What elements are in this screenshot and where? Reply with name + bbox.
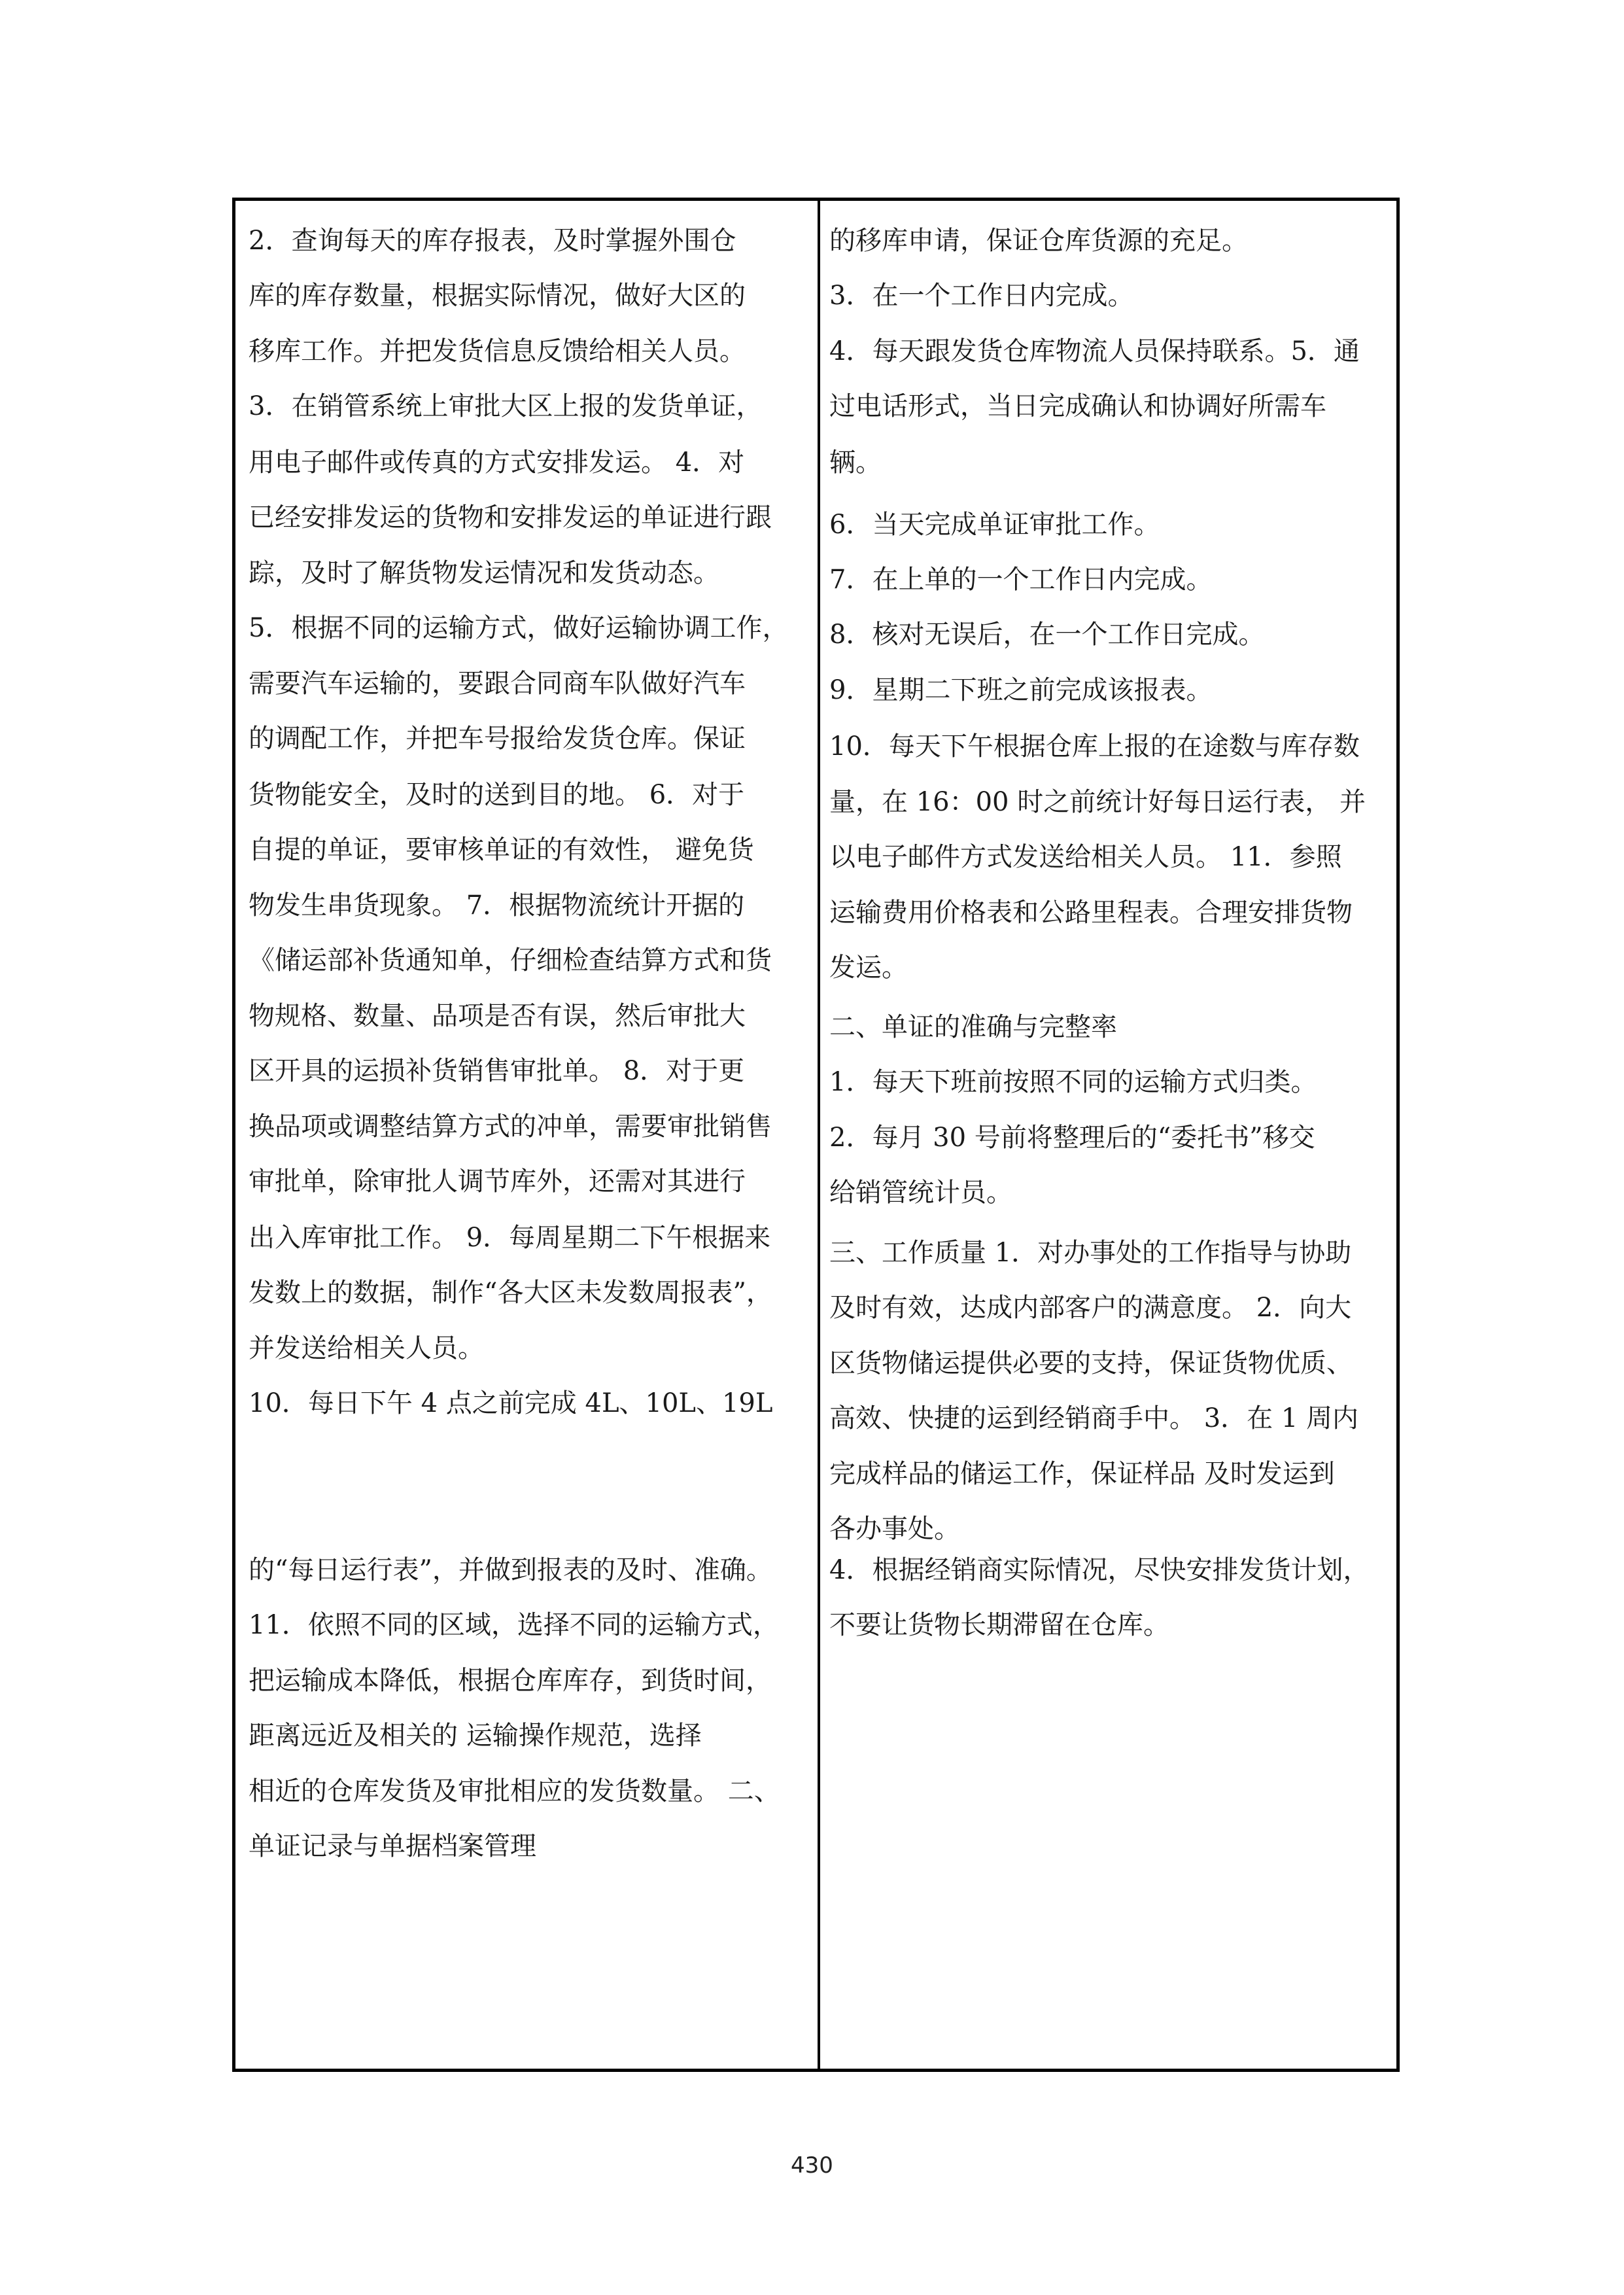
left-line: 距离远近及相关的 运输操作规范，选择 — [249, 1721, 702, 1751]
right-line: 运输费用价格表和公路里程表。合理安排货物 — [829, 898, 1353, 928]
right-line: 高效、快捷的运到经销商手中。 3．在 1 周内 — [829, 1403, 1359, 1433]
right-line: 量，在 16：00 时之前统计好每日运行表， 并 — [829, 787, 1366, 817]
left-line: 物规格、数量、品项是否有误，然后审批大 — [249, 1001, 746, 1031]
right-line: 1．每天下班前按照不同的运输方式归类。 — [829, 1067, 1317, 1097]
left-line: 货物能安全，及时的送到目的地。 6．对于 — [249, 780, 745, 810]
left-line: 相近的仓库发货及审批相应的发货数量。 二、 — [249, 1776, 780, 1806]
right-line: 2．每月 30 号前将整理后的“委托书”移交 — [829, 1123, 1315, 1153]
right-line: 以电子邮件方式发送给相关人员。 11．参照 — [829, 842, 1342, 872]
left-line: 把运输成本降低，根据仓库库存，到货时间， — [249, 1666, 772, 1696]
right-line: 6．当天完成单证审批工作。 — [829, 510, 1160, 540]
left-line: 的“每日运行表”，并做到报表的及时、准确。 — [249, 1555, 772, 1585]
right-line: 给销管统计员。 — [829, 1178, 1012, 1208]
left-line: 踪，及时了解货物发运情况和发货动态。 — [249, 558, 719, 588]
right-line: 4．每天跟发货仓库物流人员保持联系。5．通 — [829, 336, 1360, 366]
left-line: 库的库存数量，根据实际情况，做好大区的 — [249, 281, 746, 311]
left-line: 2．查询每天的库存报表，及时掌握外围仓 — [249, 226, 736, 256]
left-line: 审批单，除审批人调节库外，还需对其进行 — [249, 1166, 746, 1197]
left-line: 用电子邮件或传真的方式安排发运。 4．对 — [249, 447, 745, 478]
right-line: 7．在上单的一个工作日内完成。 — [829, 565, 1213, 595]
right-line: 及时有效，达成内部客户的满意度。 2．向大 — [829, 1293, 1352, 1323]
left-line: 并发送给相关人员。 — [249, 1333, 484, 1363]
left-line: 10．每日下午 4 点之前完成 4L、10L、19L — [249, 1388, 773, 1418]
left-line: 3．在销管系统上审批大区上报的发货单证， — [249, 391, 763, 421]
right-line: 4．根据经销商实际情况，尽快安排发货计划， — [829, 1555, 1370, 1585]
left-line: 11．依照不同的区域，选择不同的运输方式， — [249, 1610, 779, 1640]
left-line: 已经安排发运的货物和安排发运的单证进行跟 — [249, 502, 772, 533]
right-line: 完成样品的储运工作，保证样品 及时发运到 — [829, 1459, 1335, 1489]
left-line: 换品项或调整结算方式的冲单，需要审批销售 — [249, 1112, 772, 1142]
left-line: 自提的单证，要审核单证的有效性， 避免货 — [249, 835, 754, 865]
right-line: 辆。 — [829, 447, 882, 478]
right-line: 二、单证的准确与完整率 — [829, 1012, 1117, 1042]
left-line: 发数上的数据，制作“各大区未发数周报表”， — [249, 1278, 772, 1308]
left-line: 出入库审批工作。 9．每周星期二下午根据来 — [249, 1223, 771, 1253]
left-line: 的调配工作，并把车号报给发货仓库。保证 — [249, 724, 746, 754]
left-line: 5．根据不同的运输方式，做好运输协调工作， — [249, 613, 789, 643]
left-line: 物发生串货现象。 7．根据物流统计开据的 — [249, 890, 745, 920]
content-table — [232, 198, 1400, 2072]
right-line: 三、工作质量 1．对办事处的工作指导与协助 — [829, 1238, 1352, 1268]
left-line: 需要汽车运输的，要跟合同商车队做好汽车 — [249, 669, 746, 699]
left-line: 移库工作。并把发货信息反馈给相关人员。 — [249, 336, 746, 366]
right-line: 发运。 — [829, 953, 908, 983]
column-divider — [818, 201, 820, 2069]
right-line: 3．在一个工作日内完成。 — [829, 281, 1134, 311]
page-number: 430 — [791, 2152, 833, 2179]
right-line: 10．每天下午根据仓库上报的在途数与库存数 — [829, 731, 1360, 762]
right-line: 过电话形式，当日完成确认和协调好所需车 — [829, 391, 1326, 421]
left-line: 单证记录与单据档案管理 — [249, 1831, 536, 1861]
right-line: 区货物储运提供必要的支持，保证货物优质、 — [829, 1348, 1353, 1378]
right-line: 8．核对无误后，在一个工作日完成。 — [829, 620, 1265, 650]
right-line: 各办事处。 — [829, 1514, 960, 1544]
right-line: 不要让货物长期滞留在仓库。 — [829, 1610, 1169, 1640]
left-line: 区开具的运损补货销售审批单。 8．对于更 — [249, 1056, 745, 1086]
left-line: 《储运部补货通知单，仔细检查结算方式和货 — [249, 945, 772, 975]
right-line: 的移库申请，保证仓库货源的充足。 — [829, 226, 1248, 256]
right-line: 9．星期二下班之前完成该报表。 — [829, 675, 1213, 705]
